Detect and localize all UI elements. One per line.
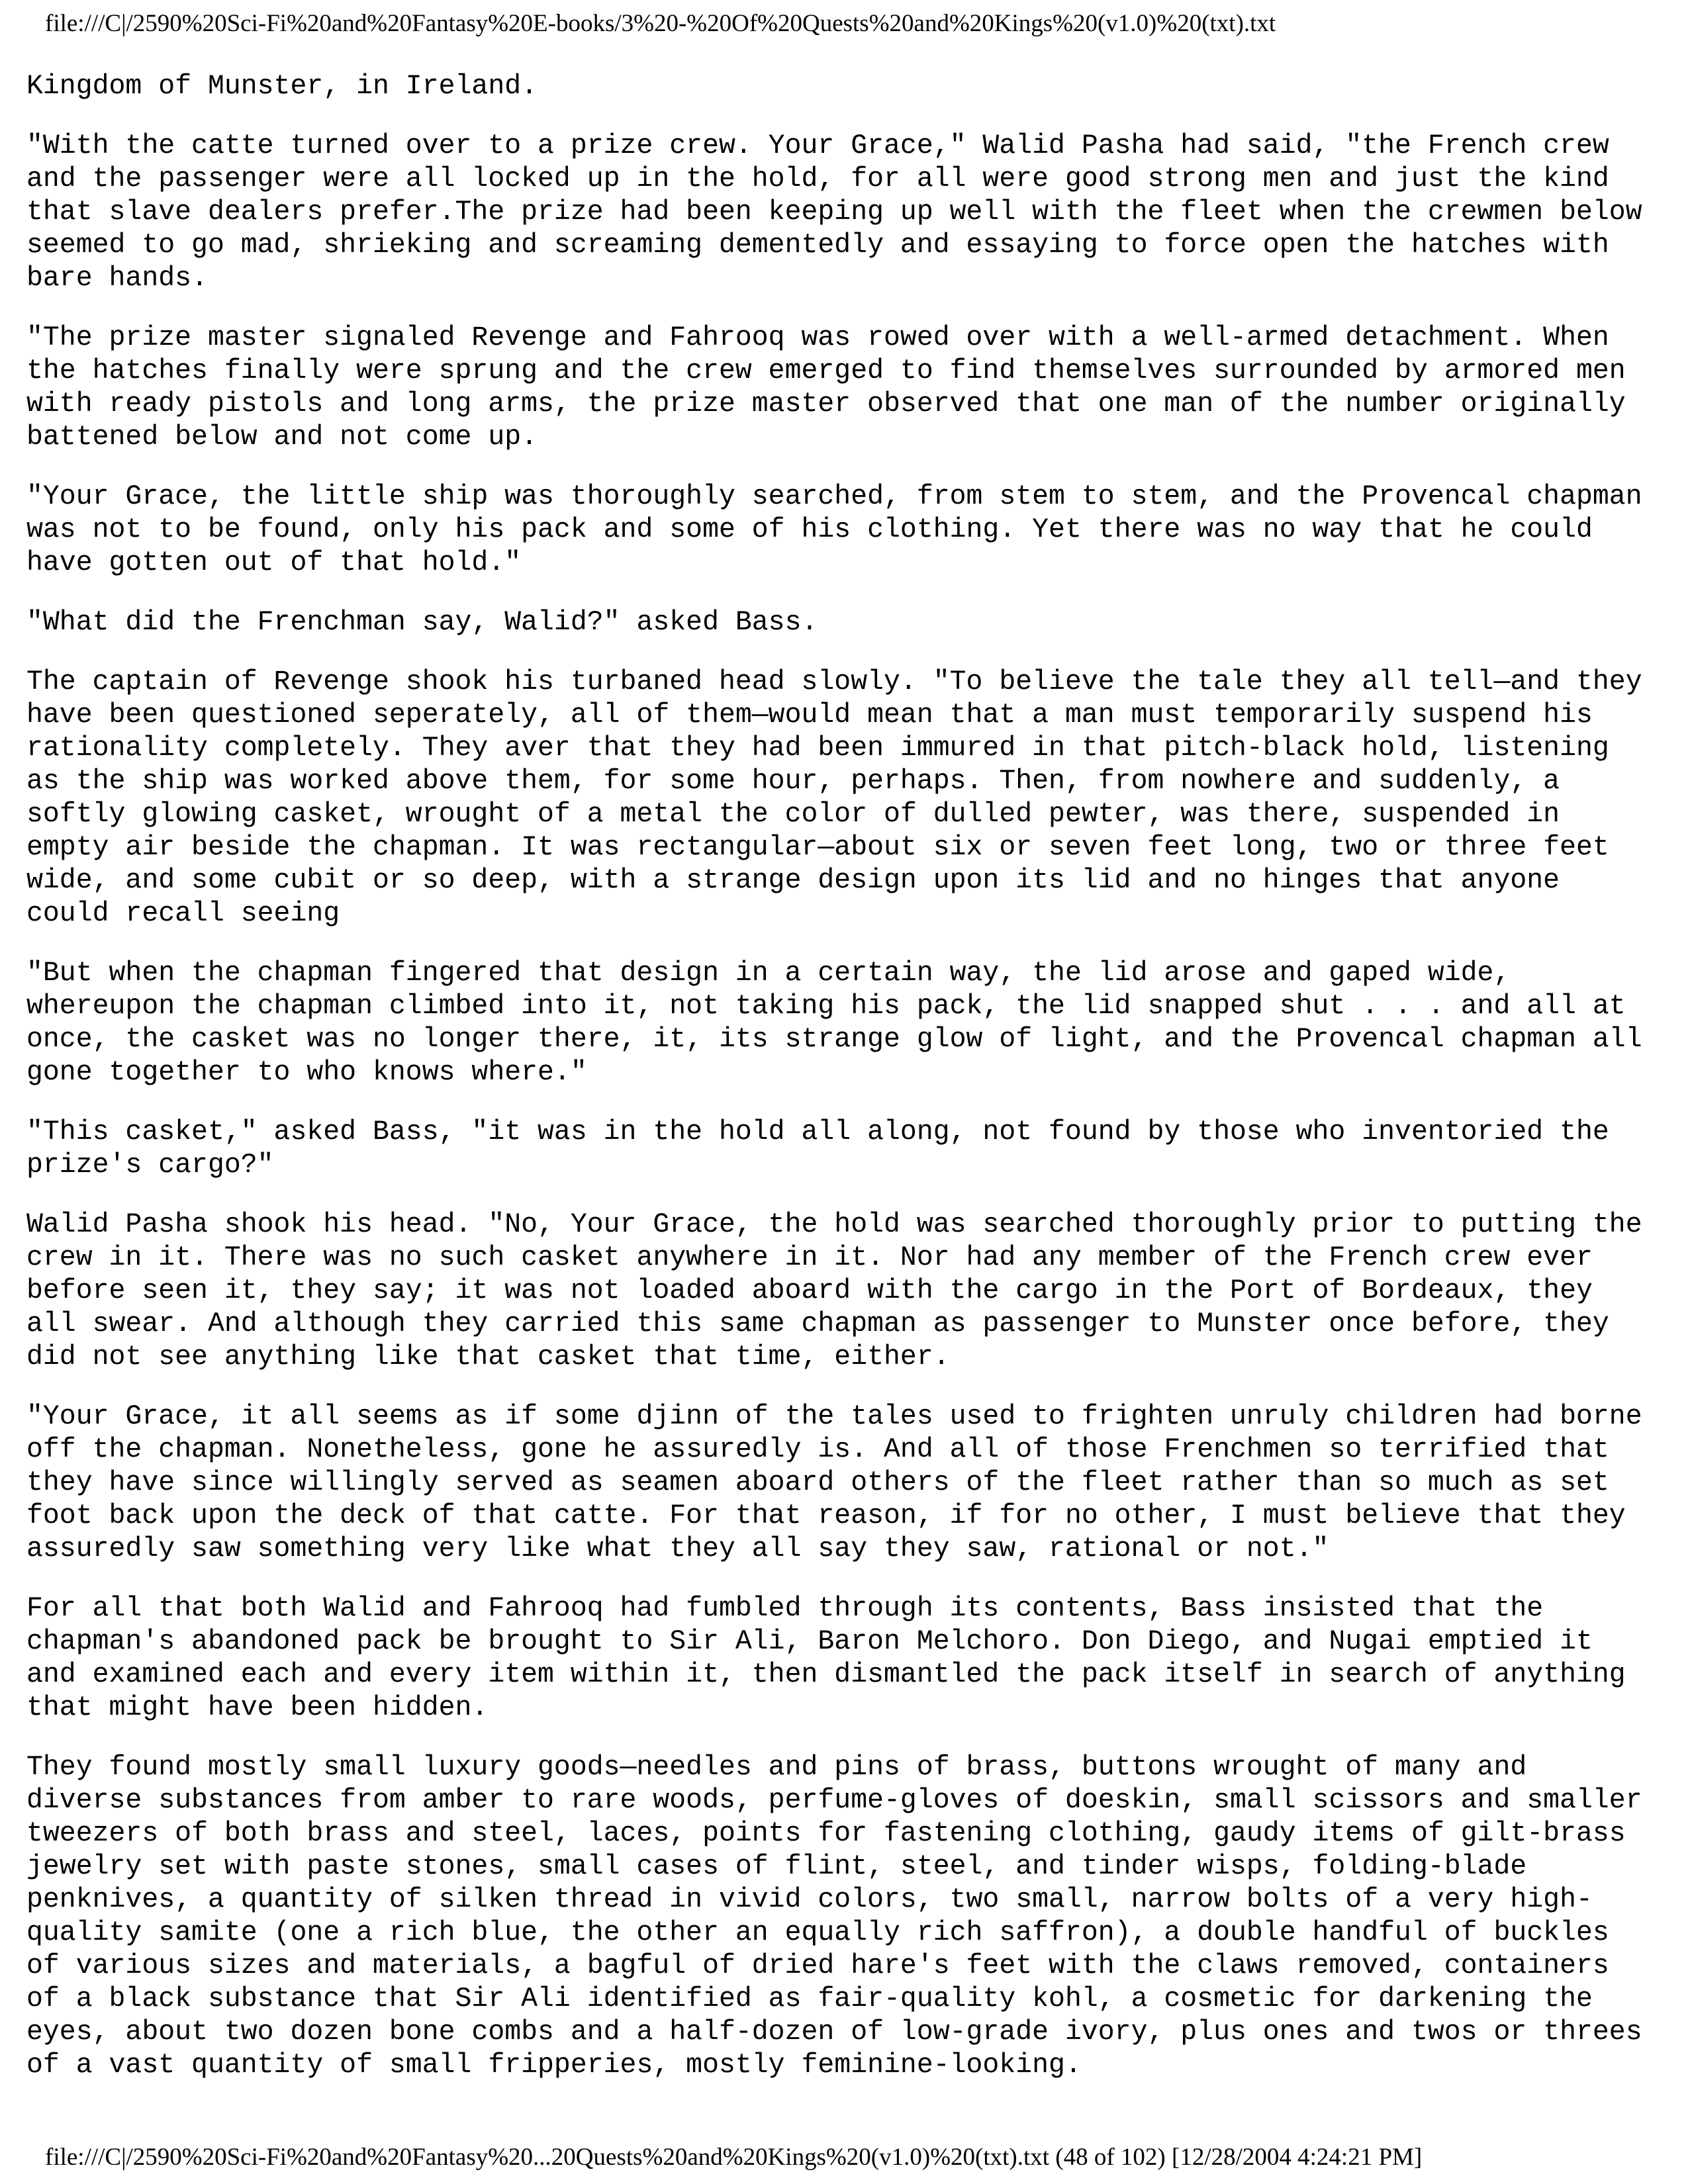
- paragraph: The captain of Revenge shook his turbaned head slowly. "To believe the tale they all tell—and they have been questioned seperately, all of them—would mean that a man must temporarily suspend his rationality completely. They aver that they had been immured in that pitch-black hold, listening as the ship was worked above them, for some hour, perhaps. Then, from nowhere and suddenly, a softly glowing casket, wrought of a metal the color of dulled pewter, was there, suspended in empty air beside the chapman. It was rectangular—about six or seven feet long, two or three feet wide, and some cubit or so deep, with a strange design upon its lid and no hinges that anyone could recall seeing: [26, 666, 1642, 929]
- paragraph: For all that both Walid and Fahrooq had fumbled through its contents, Bass insisted that the chapman's abandoned pack be brought to Sir Ali, Baron Melchoro. Don Diego, and Nugai emptied it and examined each and every item within it, then dismantled the pack itself in search of anything that might have been hidden.: [26, 1593, 1626, 1723]
- page-header-url: file:///C|/2590%20Sci-Fi%20and%20Fantasy%20E-books/3%20-%20Of%20Quests%20and%20Kings%20(v1.0)%20(txt).txt: [45, 10, 1276, 37]
- paragraph: "What did the Frenchman say, Walid?" asked Bass.: [26, 607, 818, 638]
- paragraph: "This casket," asked Bass, "it was in the hold all along, not found by those who inventoried the prize's cargo?": [26, 1116, 1609, 1181]
- paragraph: "With the catte turned over to a prize crew. Your Grace," Walid Pasha had said, "the French crew and the passenger were all locked up in the hold, for all were good strong men and just the kind that slave dealers prefer.The prize had been keeping up well with the fleet when the crewmen below seemed to go mad, shrieking and screaming dementedly and essaying to force open the hatches with bare hands.: [26, 130, 1642, 294]
- page-footer-url: file:///C|/2590%20Sci-Fi%20and%20Fantasy%20...20Quests%20and%20Kings%20(v1.0)%20(txt).txt (48 of 102) [12/28/2004 4:24:21 PM]: [45, 2144, 1423, 2171]
- paragraph: "But when the chapman fingered that design in a certain way, the lid arose and gaped wide, whereupon the chapman climbed into it, not taking his pack, the lid snapped shut . . . and all at once, the casket was no longer there, it, its strange glow of light, and the Provencal chapman all gone together to who knows where.": [26, 958, 1642, 1088]
- document-body: [26, 70, 1662, 2109]
- paragraph: "Your Grace, the little ship was thoroughly searched, from stem to stem, and the Provencal chapman was not to be found, only his pack and some of his clothing. Yet there was no way that he could have gotten out of that hold.": [26, 481, 1642, 578]
- paragraph: Walid Pasha shook his head. "No, Your Grace, the hold was searched thoroughly prior to putting the crew in it. There was no such casket anywhere in it. Nor had any member of the French crew ever before seen it, they say; it was not loaded aboard with the cargo in the Port of Bordeaux, they all swear. And although they carried this same chapman as passenger to Munster once before, they did not see anything like that casket that time, either.: [26, 1209, 1642, 1373]
- paragraph: Kingdom of Munster, in Ireland.: [26, 71, 538, 102]
- paragraph: They found mostly small luxury goods—needles and pins of brass, buttons wrought of many and diverse substances from amber to rare woods, perfume-gloves of doeskin, small scissors and smaller tweezers of both brass and steel, laces, points for fastening clothing, gaudy items of gilt-brass jewelry set with paste stones, small cases of flint, steel, and tinder wisps, folding-blade penknives, a quantity of silken thread in vivid colors, two small, narrow bolts of a very high- quality samite (one a rich blue, the other an equally rich saffron), a double handful of buckles of various sizes and materials, a bagful of dried hare's feet with the claws removed, containers of a black substance that Sir Ali identified as fair-quality kohl, a cosmetic for darkening the eyes, about two dozen bone combs and a half-dozen of low-grade ivory, plus ones and twos or threes of a vast quantity of small fripperies, mostly feminine-looking.: [26, 1752, 1642, 2081]
- paragraph: "Your Grace, it all seems as if some djinn of the tales used to frighten unruly children had borne off the chapman. Nonetheless, gone he assuredly is. And all of those Frenchmen so terrified that they have since willingly served as seamen aboard others of the fleet rather than so much as set foot back upon the deck of that catte. For that reason, if for no other, I must believe that they assuredly saw something very like what they all say they saw, rational or not.": [26, 1401, 1642, 1565]
- paragraph: "The prize master signaled Revenge and Fahrooq was rowed over with a well-armed detachment. When the hatches finally were sprung and the crew emerged to find themselves surrounded by armored men with ready pistols and long arms, the prize master observed that one man of the number originally battened below and not come up.: [26, 322, 1626, 453]
